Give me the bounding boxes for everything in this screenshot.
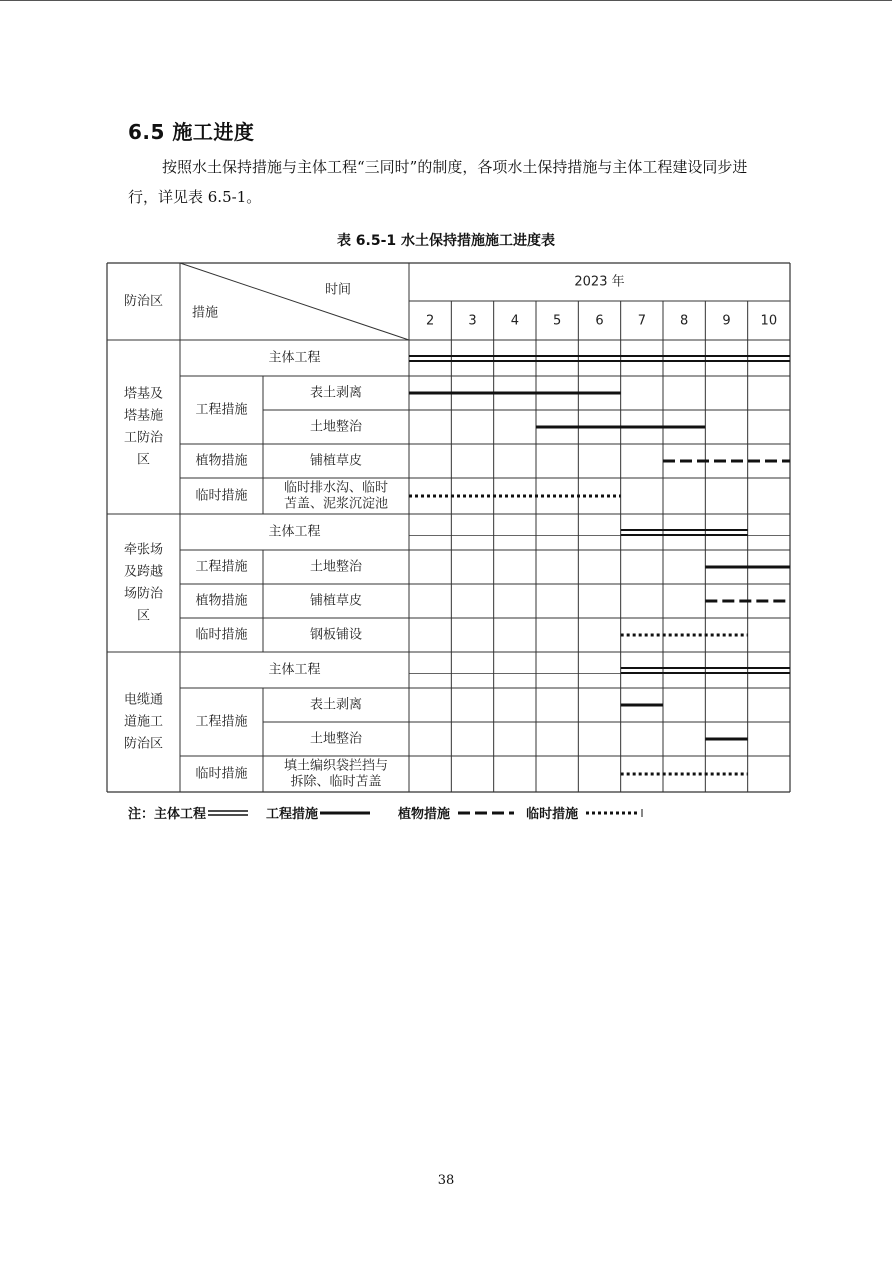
body-paragraph: 按照水土保持措施与主体工程“三同时”的制度，各项水土保持措施与主体工程建设同步进行，详见表 6.5-1。 xyxy=(128,158,748,206)
legend-symbol-main xyxy=(206,808,250,818)
section-number: 6.5 xyxy=(128,120,165,144)
zone-name: 区 xyxy=(136,452,151,468)
row-measure: 拆除、临时苫盖 xyxy=(290,774,382,790)
legend-label-main: 主体工程 xyxy=(154,807,207,822)
month-label: 5 xyxy=(553,313,562,329)
month-label: 10 xyxy=(760,313,778,329)
zone-name: 场防治 xyxy=(123,586,164,602)
legend-prefix: 注： xyxy=(128,807,155,822)
row-measure: 土地整治 xyxy=(309,559,363,575)
month-label: 9 xyxy=(722,313,731,329)
header-year: 2023 年 xyxy=(574,274,625,290)
row-category: 植物措施 xyxy=(195,593,248,609)
row-category: 临时措施 xyxy=(195,766,248,782)
row-measure: 苫盖、泥浆沉淀池 xyxy=(283,496,389,512)
zone-name: 电缆通 xyxy=(123,692,164,708)
row-category-main: 主体工程 xyxy=(268,524,321,540)
row-category: 临时措施 xyxy=(195,488,248,504)
row-category: 临时措施 xyxy=(195,627,248,643)
row-category: 工程措施 xyxy=(195,559,248,575)
legend-label-engineering: 工程措施 xyxy=(266,807,319,822)
section-title: 施工进度 xyxy=(172,120,255,144)
row-measure: 表土剥离 xyxy=(309,385,363,401)
legend-symbol-temporary xyxy=(578,808,644,818)
month-label: 4 xyxy=(510,313,519,329)
zone-name: 防治区 xyxy=(123,736,164,752)
zone-name: 牵张场 xyxy=(123,542,164,558)
row-category-main: 主体工程 xyxy=(268,350,321,366)
row-category: 工程措施 xyxy=(195,402,248,418)
month-label: 8 xyxy=(680,313,689,329)
header-measure: 措施 xyxy=(191,305,219,321)
header-time: 时间 xyxy=(324,282,352,298)
legend-symbol-engineering xyxy=(318,808,374,818)
row-measure: 临时排水沟、临时 xyxy=(283,480,389,496)
legend-label-temporary: 临时措施 xyxy=(526,807,579,822)
header-diagonal xyxy=(180,263,409,340)
legend-symbol-plant xyxy=(450,808,518,818)
zone-name: 及跨越 xyxy=(123,564,164,580)
zone-name: 塔基及 xyxy=(123,386,164,402)
table-caption: 表 6.5-1 水土保持措施施工进度表 xyxy=(336,233,556,249)
zone-name: 工防治 xyxy=(123,430,164,446)
row-measure: 填土编织袋拦挡与 xyxy=(283,758,389,774)
row-measure: 钢板铺设 xyxy=(309,627,363,643)
month-label: 2 xyxy=(426,313,435,329)
month-label: 3 xyxy=(468,313,477,329)
header-zone: 防治区 xyxy=(123,294,164,309)
page-number: 38 xyxy=(437,1173,455,1188)
legend-label-plant: 植物措施 xyxy=(398,807,451,822)
legend xyxy=(128,803,644,822)
row-measure: 表土剥离 xyxy=(309,697,363,713)
zone-name: 塔基施 xyxy=(123,408,164,424)
row-measure: 土地整治 xyxy=(309,419,363,435)
zone-name: 道施工 xyxy=(123,714,164,730)
row-category: 工程措施 xyxy=(195,714,248,730)
row-measure: 铺植草皮 xyxy=(309,453,363,469)
month-label: 7 xyxy=(637,313,646,329)
row-measure: 铺植草皮 xyxy=(309,593,363,609)
month-label: 6 xyxy=(595,313,604,329)
row-measure: 土地整治 xyxy=(309,731,363,747)
row-category-main: 主体工程 xyxy=(268,662,321,678)
row-category: 植物措施 xyxy=(195,453,248,469)
zone-name: 区 xyxy=(136,608,151,624)
